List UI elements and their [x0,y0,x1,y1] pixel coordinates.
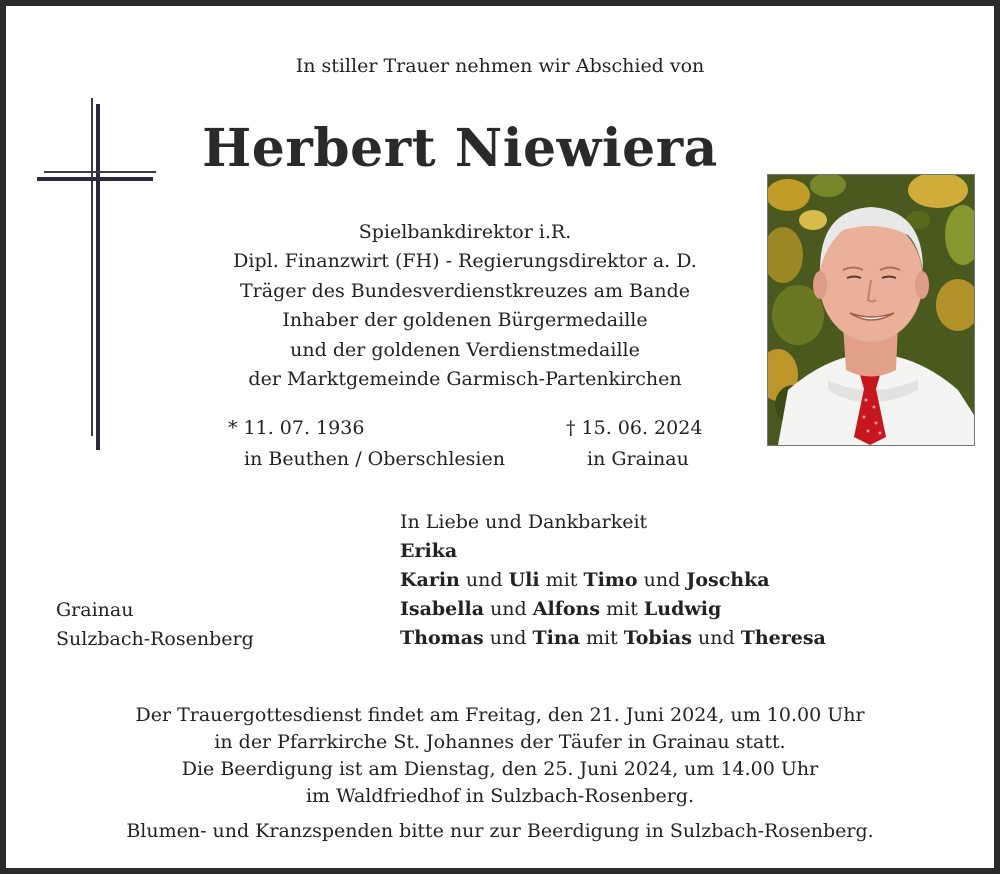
intro-text: In stiller Trauer nehmen wir Abschied von [295,55,705,77]
family-intro: In Liebe und Dankbarkeit [400,511,648,533]
service-line: in der Pfarrkirche St. Johannes der Täufer in Grainau statt. [214,731,786,753]
birth-place: in Beuthen / Oberschlesien [244,448,505,470]
deceased-name: Herbert Niewiera [202,118,718,179]
portrait-photo [767,174,975,446]
family-name: Alfons [532,598,601,620]
service-line: Der Trauergottesdienst findet am Freitag, den 21. Juni 2024, um 10.00 Uhr [135,704,865,726]
cross-icon-line [96,104,100,450]
family-name: Ludwig [643,598,722,620]
family-connector: mit [586,627,618,649]
family-connector: mit [545,569,578,591]
family-name: Tobias [623,627,692,649]
family-line [400,595,826,624]
flowers-note: Blumen- und Kranzspenden bitte nur zur Beerdigung in Sulzbach-Rosenberg. [126,820,874,842]
places-block [56,596,254,654]
birth-info [228,413,505,475]
family-connector: und [643,569,681,591]
place-line: Grainau [56,599,134,621]
title-line: Träger des Bundesverdienstkreuzes am Bande [239,279,690,302]
family-name: Isabella [400,598,485,620]
death-place: in Grainau [587,448,689,470]
family-name: Erika [400,540,458,562]
title-line: und der goldenen Verdienstmedaille [290,338,640,361]
family-connector: und [698,627,735,649]
service-info [0,702,1000,810]
family-connector: und [465,569,503,591]
cross-icon-line [44,171,156,173]
cross-icon-line [91,98,93,436]
family-name: Theresa [740,627,826,649]
family-connector: und [489,627,527,649]
death-info [566,413,702,475]
titles-block [170,218,760,394]
family-line [400,537,826,566]
family-name: Karin [400,569,460,591]
title-line: Dipl. Finanzwirt (FH) - Regierungsdirektor a. D. [233,250,697,273]
family-block [400,508,826,653]
title-line: Inhaber der goldenen Bürgermedaille [282,309,648,332]
family-name: Timo [583,569,638,591]
family-name: Uli [508,569,540,591]
birth-date: * 11. 07. 1936 [228,417,365,439]
family-name: Tina [532,627,580,649]
death-date: † 15. 06. 2024 [566,417,703,439]
family-connector: und [490,598,527,620]
family-name: Joschka [686,569,770,591]
family-line [400,624,826,653]
service-line: Die Beerdigung ist am Dienstag, den 25. Juni 2024, um 14.00 Uhr [181,758,819,780]
family-connector: mit [606,598,638,620]
family-line [400,566,826,595]
family-name: Thomas [400,627,484,649]
service-line: im Waldfriedhof in Sulzbach-Rosenberg. [305,785,695,807]
cross-icon-line [37,177,153,181]
title-line: Spielbankdirektor i.R. [358,221,572,243]
title-line: der Marktgemeinde Garmisch-Partenkirchen [248,368,682,391]
place-line: Sulzbach-Rosenberg [56,628,254,650]
